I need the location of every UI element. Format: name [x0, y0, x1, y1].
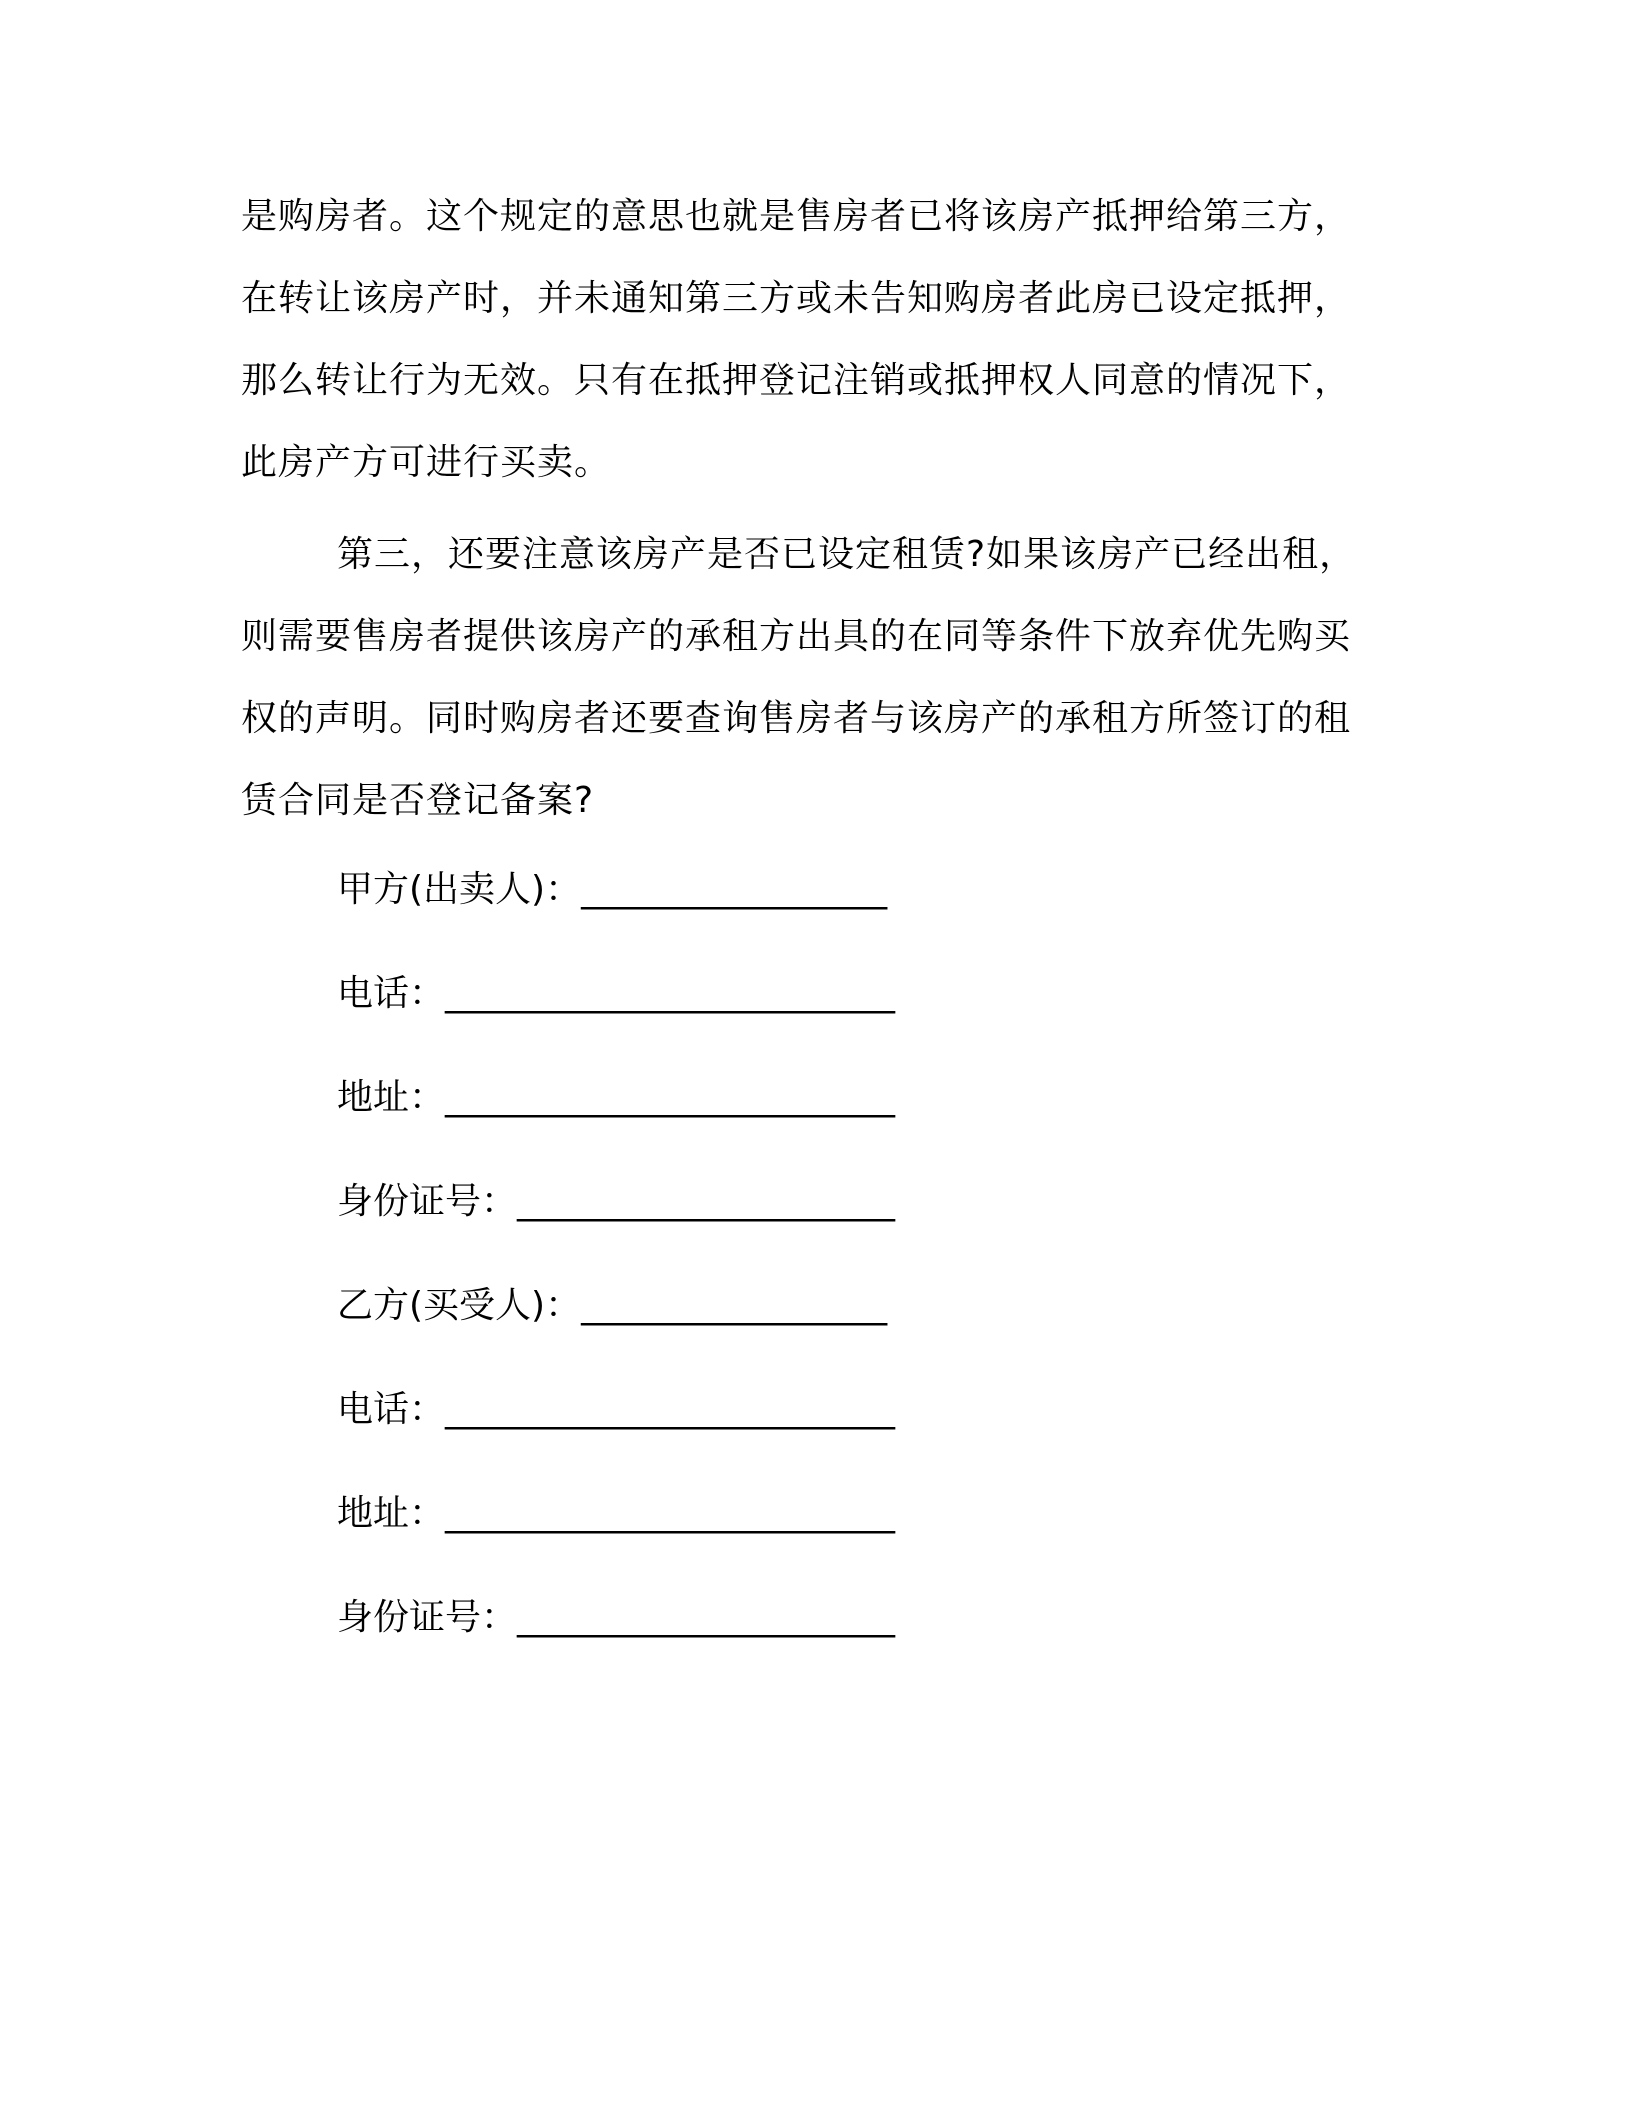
field-label: 电话： [337, 973, 446, 1014]
paragraph-mortgage [241, 176, 1361, 504]
fill-in-blank[interactable]: _____________________ [517, 1597, 896, 1638]
fill-in-blank[interactable]: _________________ [581, 1285, 888, 1326]
field-label: 身份证号： [337, 1181, 518, 1222]
seller-id-field [337, 1160, 895, 1264]
fill-in-blank[interactable]: _____________________ [517, 1181, 896, 1222]
paragraph-line: 此房产方可进行买卖。 [241, 442, 612, 483]
paragraph-line: 那么转让行为无效。只有在抵押登记注销或抵押权人同意的情况下， [241, 360, 1352, 401]
field-label: 甲方(出卖人)： [337, 869, 582, 910]
seller-party-field [337, 848, 895, 952]
buyer-address-field [337, 1472, 895, 1576]
fill-in-blank[interactable]: _________________________ [445, 1493, 896, 1534]
buyer-phone-field [337, 1368, 895, 1472]
paragraph-line: 则需要售房者提供该房产的承租方出具的在同等条件下放弃优先购买 [241, 616, 1352, 657]
paragraph-line: 在转让该房产时，并未通知第三方或未告知购房者此房已设定抵押， [241, 278, 1352, 319]
fill-in-blank[interactable]: _________________________ [445, 973, 896, 1014]
fill-in-blank[interactable]: _________________________ [445, 1077, 896, 1118]
paragraph-line: 第三，还要注意该房产是否已设定租赁?如果该房产已经出租， [337, 534, 1357, 575]
paragraph-line: 是购房者。这个规定的意思也就是售房者已将该房产抵押给第三方， [241, 196, 1352, 237]
field-label: 地址： [337, 1077, 446, 1118]
signature-block [337, 848, 895, 1680]
fill-in-blank[interactable]: _________________________ [445, 1389, 896, 1430]
field-label: 地址： [337, 1493, 446, 1534]
paragraph-lease [241, 514, 1361, 842]
buyer-party-field [337, 1264, 895, 1368]
paragraph-line: 权的声明。同时购房者还要查询售房者与该房产的承租方所签订的租 [241, 698, 1352, 739]
field-label: 身份证号： [337, 1597, 518, 1638]
field-label: 电话： [337, 1389, 446, 1430]
field-label: 乙方(买受人)： [337, 1285, 582, 1326]
buyer-id-field [337, 1576, 895, 1680]
seller-address-field [337, 1056, 895, 1160]
fill-in-blank[interactable]: _________________ [581, 869, 888, 910]
seller-phone-field [337, 952, 895, 1056]
paragraph-line: 赁合同是否登记备案? [241, 780, 595, 821]
